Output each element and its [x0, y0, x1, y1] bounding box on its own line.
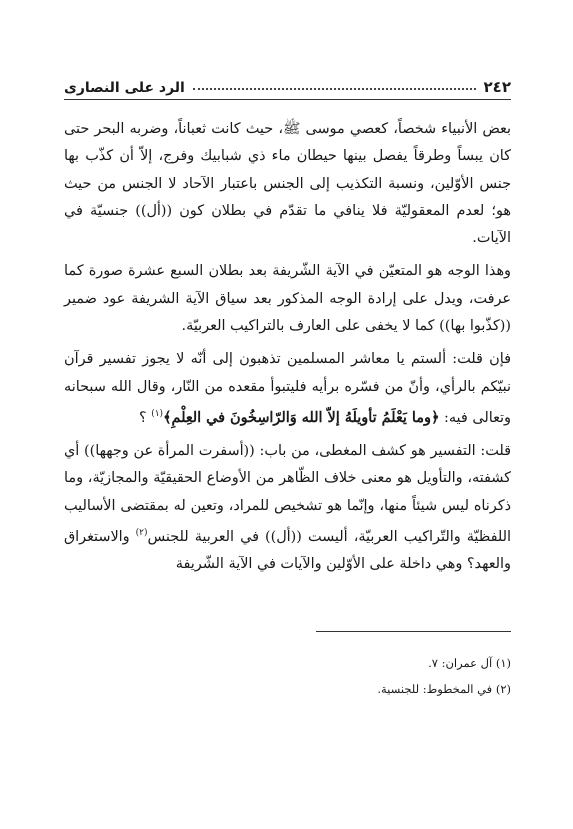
footnote-1: (١) آل عمران: ٧.	[428, 656, 511, 670]
footnote-ref-1[interactable]: (١)	[151, 408, 164, 419]
question-end: ؟	[138, 409, 152, 426]
footnotes	[64, 650, 511, 702]
quran-verse: ﴿وما يَعْلَمُ تأويلَهُ إلاّ الله وَالرّاسِخُونَ في العِلْمِ﴾	[163, 408, 440, 426]
footnote-2: (٢) في المخطوط: للجنسية.	[377, 682, 511, 696]
answer-text: قلت: التفسير هو كشف المغطى، من باب: ((أسفرت المرأة عن وجهها)) أي كشفته، والتأويل هو معنى خلاف الظّاهر من الأوضاع الحقيقيّة والمجازيّة، وما ذكرناه ليس شيئاً منها، وإنّما هو تشخيص للمراد، وتعين له بمقتضى الأساليب اللفظيّة والتّراكيب العربيّة، أليست ((أل)) في العربية للجنس	[64, 443, 511, 545]
header-rule	[64, 99, 511, 100]
paragraph-question	[64, 346, 511, 432]
footnote-separator	[316, 631, 511, 632]
page-number: ٢٤٢	[483, 78, 511, 96]
header-dotted-leader	[193, 87, 476, 90]
question-text: فإن قلت: ألستم يا معاشر المسلمين تذهبون إلى أنّه لا يجوز تفسير قرآن نبيّكم بالرأي، وأنّ من فسّره برأيه فليتبوأ مقعده من النّار، وقال الله سبحانه وتعالى فيه:	[64, 351, 511, 426]
footnote-ref-2[interactable]: (٢)	[135, 527, 148, 538]
paragraph-answer	[64, 438, 511, 578]
main-text	[64, 116, 511, 584]
running-title: الرد على النصارى	[64, 80, 185, 96]
running-header	[64, 66, 511, 96]
paragraph-2: وهذا الوجه هو المتعيّن في الآية الشّريفة بعد بطلان السبع عشرة صورة كما عرفت، ويدل على إرادة الوجه المذكور بعد سياق الآية الشريفة عود ضمير ((كذّبوا بها)) كما لا يخفى على العارف بالتراكيب العربيّة.	[64, 263, 511, 335]
answer-text-continued: والاستغراق والعهد؟ وهي داخلة على الأوّلين والآيات في الآية الشّريفة	[64, 528, 511, 573]
paragraph-1: بعض الأنبياء شخصاً، كعصي موسى ﷺ، حيث كانت ثعباناً، وضربه البحر حتى كان يبساً وطرقاً يفصل بينها حيطان ماء ذي شبابيك وفرج، إلاّ أن كذّب بها جنس الأوّلين، ونسبة التكذيب إلى الجنس باعتبار الآحاد لا الجنس من حيث هو؛ لعدم المعقوليّة فلا ينافي ما تقدّم في بطلان كون ((أل)) جنسيّة في الآيات.	[64, 121, 511, 247]
